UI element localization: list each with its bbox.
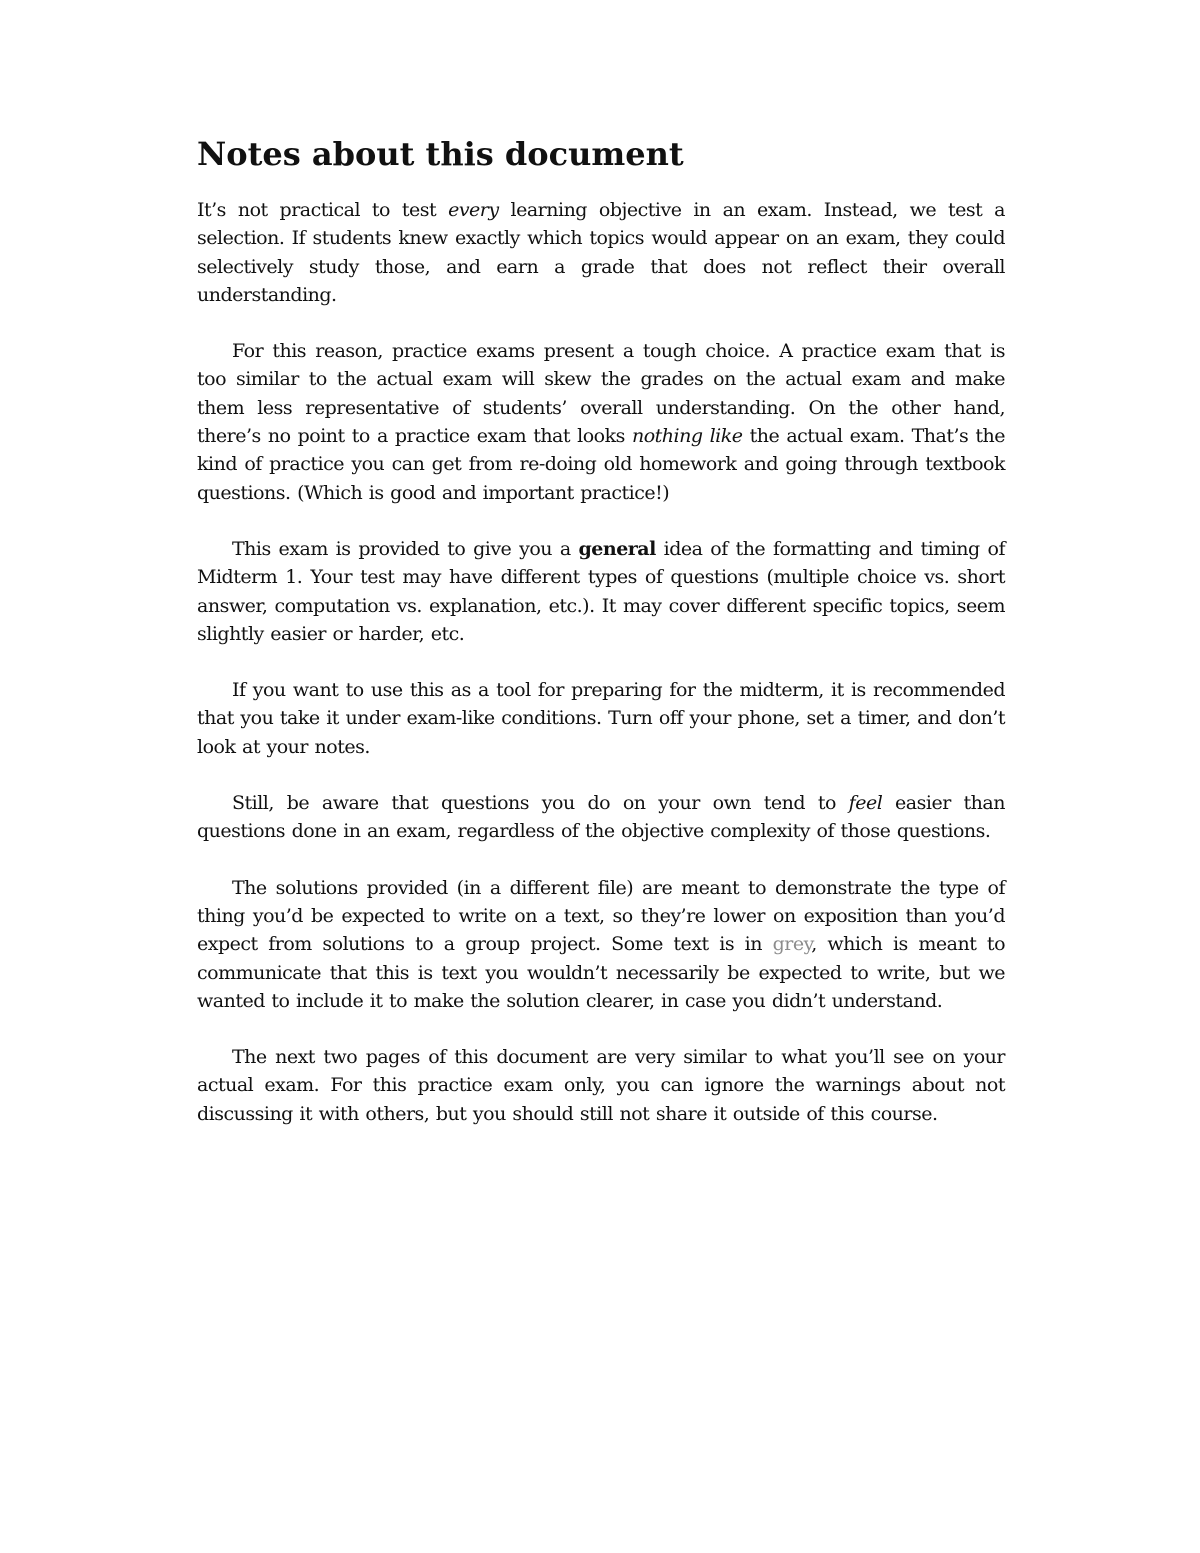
paragraph-6-text-a: The solutions provided (in a different file) are meant to demonstrate the type of thing you’d be expected to write on a text, so they’re lower on exposition than you’d expect from solutions to a group project. Some text is in	[197, 876, 1005, 956]
paragraph-2-emphasis: nothing like	[631, 425, 743, 448]
paragraph-6-text-b: , which is meant to communicate that this is text you wouldn’t necessarily be expected to write, but we wanted to include it to make the solution clearer, in case you didn’t understand.	[197, 933, 1006, 1012]
paragraph-1-text-b: learning objective in an exam. Instead, we test a selection. If students knew exactly which topics would appear on an exam, they could selectively study those, and earn a grade that does not reflect their overall understanding.	[197, 199, 1006, 306]
paragraph-3	[197, 535, 1005, 648]
document-page	[197, 130, 1005, 1156]
paragraph-3-text-b: idea of the formatting and timing of Midterm 1. Your test may have different types of questions (multiple choice vs. short answer, computation vs. explanation, etc.). It may cover different specific topics, seem slightly easier or harder, etc.	[197, 537, 1005, 645]
paragraph-1-text-a: It’s not practical to test	[197, 199, 449, 221]
paragraph-5-emphasis: feel	[848, 792, 883, 815]
paragraph-3-bold: general	[578, 537, 656, 560]
paragraph-1	[197, 196, 1005, 309]
paragraph-6-grey-word: grey	[772, 933, 812, 956]
paragraph-4: If you want to use this as a tool for preparing for the midterm, it is recommended that you take it under exam-like conditions. Turn off your phone, set a timer, and don’t look at your notes.	[197, 679, 1005, 758]
paragraph-5-text-a: Still, be aware that questions you do on your own tend to	[232, 792, 849, 815]
paragraph-2-text-a: For this reason, practice exams present a tough choice. A practice exam that is too similar to the actual exam will skew the grades on the actual exam and make them less representative of students’ overall understanding. On the other hand, there’s no point to a practice exam that looks	[197, 340, 1005, 448]
page-title: Notes about this document	[197, 135, 684, 173]
paragraph-5-text-b: easier than questions done in an exam, regardless of the objective complexity of those questions.	[197, 792, 1005, 843]
paragraph-1-emphasis: every	[448, 199, 499, 221]
paragraph-5	[197, 789, 1005, 846]
paragraph-3-text-a: This exam is provided to give you a	[232, 537, 579, 560]
paragraph-2-text-b: the actual exam. That’s the kind of practice you can get from re-doing old homework and going through textbook questions. (Which is good and important practice!)	[197, 425, 1005, 504]
paragraph-7: The next two pages of this document are very similar to what you’ll see on your actual exam. For this practice exam only, you can ignore the warnings about not discussing it with others, but you should still not share it outside of this course.	[197, 1046, 1005, 1125]
paragraph-2	[197, 337, 1005, 507]
paragraph-6	[197, 874, 1005, 1015]
